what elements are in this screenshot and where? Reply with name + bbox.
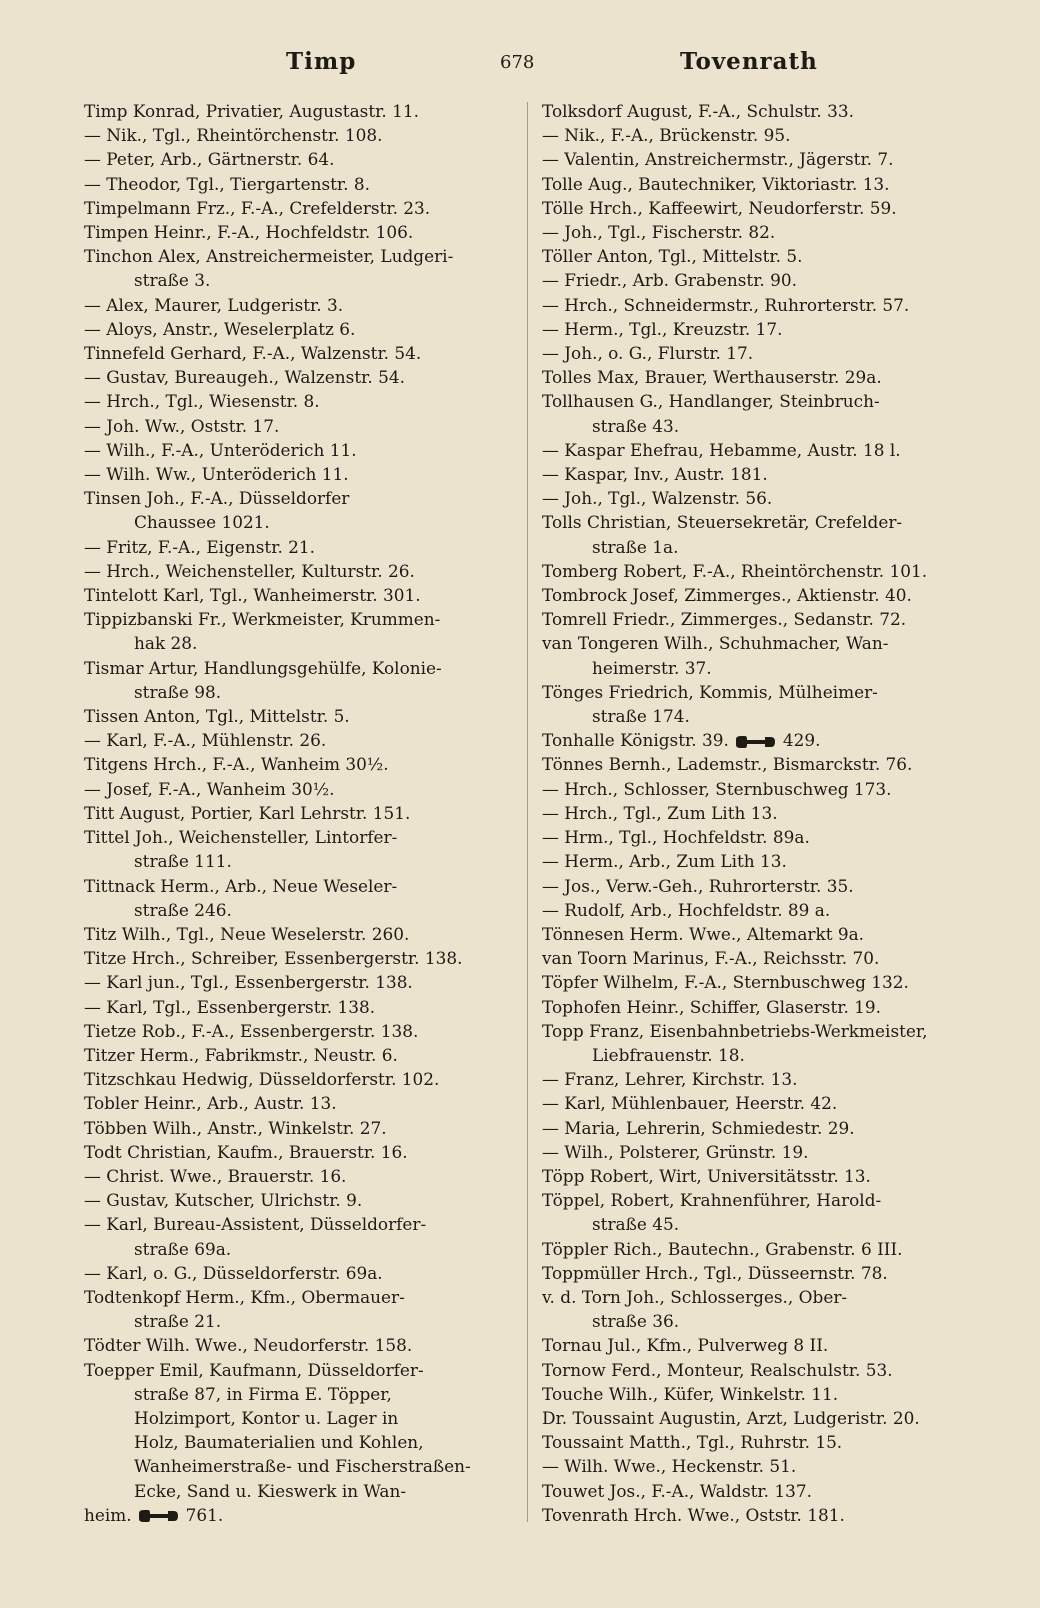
directory-entry <box>542 559 1007 583</box>
entry-line: — Joh., Tgl., Fischerstr. 82. <box>542 222 776 243</box>
entry-line: Toepper Emil, Kaufmann, Düsseldorfer- <box>84 1359 424 1380</box>
right-column <box>542 99 1007 1527</box>
entry-continuation: Ecke, Sand u. Kieswerk in Wan- <box>134 1480 407 1501</box>
entry-line: — Hrch., Weichensteller, Kulturstr. 26. <box>84 560 415 581</box>
entry-line: Dr. Toussaint Augustin, Arzt, Ludgeristr. 20. <box>542 1407 920 1428</box>
entry-text: Tonhalle Königstr. 39. <box>542 730 729 751</box>
entry-line: Tolksdorf August, F.-A., Schulstr. 33. <box>542 101 854 121</box>
entry-line: Tolles Max, Brauer, Werthauserstr. 29a. <box>542 367 882 388</box>
directory-entry <box>542 1019 1007 1067</box>
directory-entry <box>542 1358 1007 1382</box>
directory-entry <box>84 196 524 220</box>
directory-entry <box>84 172 524 196</box>
directory-entry <box>542 849 1007 873</box>
entry-continuation: Holzimport, Kontor u. Lager in <box>134 1407 399 1428</box>
directory-entry <box>542 220 1007 244</box>
directory-entry <box>84 486 524 534</box>
entry-line: Tolle Aug., Bautechniker, Viktoriastr. 13. <box>542 173 890 194</box>
directory-entry <box>542 196 1007 220</box>
directory-entry <box>84 970 524 994</box>
directory-entry <box>84 462 524 486</box>
page-number: 678 <box>500 52 535 73</box>
entry-line: — Joh. Ww., Oststr. 17. <box>84 415 280 436</box>
directory-entry <box>84 123 524 147</box>
entry-line: Tornau Jul., Kfm., Pulverweg 8 II. <box>542 1335 829 1356</box>
directory-entry <box>84 728 524 752</box>
directory-entry <box>84 1261 524 1285</box>
directory-entry <box>84 1091 524 1115</box>
entry-line: Tittel Joh., Weichensteller, Lintorfer- <box>84 827 398 848</box>
entry-line: Topp Franz, Eisenbahnbetriebs-Werkmeister, <box>542 1020 928 1041</box>
directory-entry <box>84 293 524 317</box>
directory-entry <box>542 389 1007 437</box>
directory-entry <box>542 1333 1007 1357</box>
directory-entry <box>542 995 1007 1019</box>
directory-entry <box>84 559 524 583</box>
entry-line: — Joh., Tgl., Walzenstr. 56. <box>542 488 773 509</box>
entry-line: van Tongeren Wilh., Schuhmacher, Wan- <box>542 633 889 654</box>
entry-line: v. d. Torn Joh., Schlosserges., Ober- <box>542 1286 848 1307</box>
directory-entry <box>84 389 524 413</box>
entry-line: Todtenkopf Herm., Kfm., Obermauer- <box>84 1286 405 1307</box>
entry-line: — Karl, F.-A., Mühlenstr. 26. <box>84 730 327 751</box>
directory-entry <box>84 922 524 946</box>
entry-line: — Franz, Lehrer, Kirchstr. 13. <box>542 1069 798 1090</box>
entry-line: Töppel, Robert, Krahnenführer, Harold- <box>542 1190 882 1211</box>
entry-line: Timpelmann Frz., F.-A., Crefelderstr. 23. <box>84 197 431 218</box>
entry-line: — Hrm., Tgl., Hochfeldstr. 89a. <box>542 827 810 848</box>
entry-line: Tombrock Josef, Zimmerges., Aktienstr. 40. <box>542 585 912 606</box>
running-head-left: Timp <box>286 48 357 75</box>
directory-entry <box>542 801 1007 825</box>
directory-entry <box>542 1116 1007 1140</box>
directory-entry <box>542 1261 1007 1285</box>
directory-entry <box>84 317 524 341</box>
directory-entry <box>84 704 524 728</box>
entry-line: Tollhausen G., Handlanger, Steinbruch- <box>542 391 880 412</box>
entry-line: Timpen Heinr., F.-A., Hochfeldstr. 106. <box>84 222 414 243</box>
entry-line: — Wilh., Polsterer, Grünstr. 19. <box>542 1141 809 1162</box>
directory-entry <box>84 365 524 389</box>
entry-line: Töpp Robert, Wirt, Universitätsstr. 13. <box>542 1165 871 1186</box>
entry-line: — Fritz, F.-A., Eigenstr. 21. <box>84 536 316 557</box>
entry-continuation: straße 98. <box>134 681 222 702</box>
entry-line: — Kaspar Ehefrau, Hebamme, Austr. 18 l. <box>542 439 901 460</box>
entry-line: — Hrch., Tgl., Wiesenstr. 8. <box>84 391 320 412</box>
directory-entry <box>84 1188 524 1212</box>
directory-entry <box>84 438 524 462</box>
directory-entry <box>84 535 524 559</box>
entry-line: — Peter, Arb., Gärtnerstr. 64. <box>84 149 335 170</box>
directory-entry <box>542 365 1007 389</box>
directory-entry <box>84 1164 524 1188</box>
entry-line: — Nik., Tgl., Rheintörchenstr. 108. <box>84 125 383 146</box>
entry-line: Tophofen Heinr., Schiffer, Glaserstr. 19. <box>542 996 882 1017</box>
entry-line: Toppmüller Hrch., Tgl., Düsseernstr. 78. <box>542 1262 888 1283</box>
entry-line: — Karl, Mühlenbauer, Heerstr. 42. <box>542 1093 838 1114</box>
directory-entry <box>542 1430 1007 1454</box>
telephone-icon <box>138 1509 180 1523</box>
entry-continuation: straße 111. <box>134 851 232 872</box>
directory-entry <box>84 777 524 801</box>
directory-entry <box>542 1479 1007 1503</box>
entry-line: — Gustav, Kutscher, Ulrichstr. 9. <box>84 1190 363 1211</box>
entry-continuation: straße 87, in Firma E. Töpper, <box>134 1383 392 1404</box>
directory-entry <box>542 1454 1007 1478</box>
entry-line: Tinsen Joh., F.-A., Düsseldorfer <box>84 488 350 509</box>
directory-entry <box>542 752 1007 776</box>
directory-entry <box>542 1188 1007 1236</box>
entry-line: Tinnefeld Gerhard, F.-A., Walzenstr. 54. <box>84 343 422 364</box>
directory-entry <box>84 1285 524 1333</box>
entry-continuation: straße 21. <box>134 1311 222 1332</box>
directory-entry <box>542 1237 1007 1261</box>
page-header <box>0 46 1040 86</box>
entry-line: Tönnes Bernh., Lademstr., Bismarckstr. 76. <box>542 754 913 775</box>
entry-line: Tomrell Friedr., Zimmerges., Sedanstr. 72. <box>542 609 907 630</box>
entry-line: Tinchon Alex, Anstreichermeister, Ludgeri- <box>84 246 454 267</box>
entry-line: Tippizbanski Fr., Werkmeister, Krummen- <box>84 609 441 630</box>
entry-line: Titzer Herm., Fabrikmstr., Neustr. 6. <box>84 1044 398 1065</box>
directory-entry <box>542 462 1007 486</box>
entry-line: — Wilh. Ww., Unteröderich 11. <box>84 464 349 485</box>
entry-line: Tobler Heinr., Arb., Austr. 13. <box>84 1093 337 1114</box>
entry-line: Tissen Anton, Tgl., Mittelstr. 5. <box>84 706 350 727</box>
directory-entry <box>542 99 1007 123</box>
directory-entry <box>542 874 1007 898</box>
entry-continuation: straße 246. <box>134 899 232 920</box>
entry-line: Tismar Artur, Handlungsgehülfe, Kolonie- <box>84 657 442 678</box>
directory-entry <box>84 874 524 922</box>
entry-line: Tietze Rob., F.-A., Essenbergerstr. 138. <box>84 1020 419 1041</box>
entry-line: Tovenrath Hrch. Wwe., Oststr. 181. <box>542 1504 845 1525</box>
directory-entry <box>542 898 1007 922</box>
directory-entry <box>542 1285 1007 1333</box>
entry-line: — Herm., Tgl., Kreuzstr. 17. <box>542 318 783 339</box>
entry-line: — Karl, Bureau-Assistent, Düsseldorfer- <box>84 1214 427 1235</box>
directory-entry <box>84 1043 524 1067</box>
telephone-number: 429. <box>782 730 821 751</box>
entry-line: Tödter Wilh. Wwe., Neudorferstr. 158. <box>84 1335 413 1356</box>
directory-entry <box>542 268 1007 292</box>
directory-entry <box>84 801 524 825</box>
directory-entry <box>84 583 524 607</box>
directory-entry <box>84 99 524 123</box>
entry-line: Toussaint Matth., Tgl., Ruhrstr. 15. <box>542 1432 843 1453</box>
entry-line: Todt Christian, Kaufm., Brauerstr. 16. <box>84 1141 408 1162</box>
directory-entry <box>84 995 524 1019</box>
entry-line: Töller Anton, Tgl., Mittelstr. 5. <box>542 246 803 267</box>
directory-entry <box>542 631 1007 679</box>
entry-line: — Wilh., F.-A., Unteröderich 11. <box>84 439 357 460</box>
entry-line: — Jos., Verw.-Geh., Ruhrorterstr. 35. <box>542 875 854 896</box>
entry-continuation: hak 28. <box>134 633 198 654</box>
entry-continuation: straße 45. <box>592 1214 680 1235</box>
entry-line: Titt August, Portier, Karl Lehrstr. 151. <box>84 802 411 823</box>
entry-line: — Theodor, Tgl., Tiergartenstr. 8. <box>84 173 370 194</box>
column-divider <box>527 102 528 1522</box>
entry-line: — Hrch., Schneidermstr., Ruhrorterstr. 57. <box>542 294 910 315</box>
entry-line: — Karl jun., Tgl., Essenbergerstr. 138. <box>84 972 413 993</box>
entry-line: — Kaspar, Inv., Austr. 181. <box>542 464 768 485</box>
directory-entry <box>542 946 1007 970</box>
directory-entry <box>542 123 1007 147</box>
directory-entry <box>542 510 1007 558</box>
entry-line: van Toorn Marinus, F.-A., Reichsstr. 70. <box>542 948 880 969</box>
entry-line: — Josef, F.-A., Wanheim 30½. <box>84 778 335 799</box>
left-column <box>84 99 524 1527</box>
entry-continuation: Holz, Baumaterialien und Kohlen, <box>134 1432 424 1453</box>
directory-entry <box>542 680 1007 728</box>
directory-entry <box>84 1116 524 1140</box>
entry-line: — Valentin, Anstreichermstr., Jägerstr. 7. <box>542 149 894 170</box>
directory-entry <box>542 607 1007 631</box>
entry-continuation: straße 1a. <box>592 536 679 557</box>
entry-continuation: straße 69a. <box>134 1238 232 1259</box>
directory-entry <box>542 244 1007 268</box>
entry-line: — Gustav, Bureaugeh., Walzenstr. 54. <box>84 367 405 388</box>
directory-entry <box>84 1212 524 1260</box>
entry-line: Tintelott Karl, Tgl., Wanheimerstr. 301. <box>84 585 421 606</box>
directory-entry <box>542 438 1007 462</box>
directory-entry <box>542 1091 1007 1115</box>
directory-entry <box>542 583 1007 607</box>
entry-line: Töppler Rich., Bautechn., Grabenstr. 6 III. <box>542 1238 903 1259</box>
entry-line: — Hrch., Schlosser, Sternbuschweg 173. <box>542 778 892 799</box>
entry-line: Tomberg Robert, F.-A., Rheintörchenstr. 101. <box>542 560 928 581</box>
directory-entry <box>542 825 1007 849</box>
entry-line: Tölle Hrch., Kaffeewirt, Neudorferstr. 59. <box>542 197 897 218</box>
directory-entry <box>84 607 524 655</box>
directory-entry <box>84 1358 524 1503</box>
directory-entry <box>542 728 1007 752</box>
entry-line: Tolls Christian, Steuersekretär, Crefelder- <box>542 512 903 533</box>
entry-line: Titze Hrch., Schreiber, Essenbergerstr. 138. <box>84 948 463 969</box>
directory-entry <box>542 147 1007 171</box>
directory-entry <box>84 752 524 776</box>
entry-line: — Karl, Tgl., Essenbergerstr. 138. <box>84 996 376 1017</box>
directory-entry <box>542 777 1007 801</box>
directory-entry <box>84 341 524 365</box>
entry-continuation: Liebfrauenstr. 18. <box>592 1044 745 1065</box>
entry-line: — Aloys, Anstr., Weselerplatz 6. <box>84 318 356 339</box>
entry-line: Touche Wilh., Küfer, Winkelstr. 11. <box>542 1383 839 1404</box>
entry-continuation: straße 174. <box>592 706 690 727</box>
entry-line: Tittnack Herm., Arb., Neue Weseler- <box>84 875 398 896</box>
telephone-icon <box>735 735 777 749</box>
entry-line: — Joh., o. G., Flurstr. 17. <box>542 343 754 364</box>
directory-entry <box>84 1503 524 1527</box>
entry-line: — Wilh. Wwe., Heckenstr. 51. <box>542 1456 797 1477</box>
telephone-number: 761. <box>185 1504 224 1525</box>
entry-line: Titz Wilh., Tgl., Neue Weselerstr. 260. <box>84 923 410 944</box>
entry-line: — Friedr., Arb. Grabenstr. 90. <box>542 270 798 291</box>
entry-line: — Herm., Arb., Zum Lith 13. <box>542 851 787 872</box>
directory-entry <box>542 341 1007 365</box>
entry-line: Tönnesen Herm. Wwe., Altemarkt 9a. <box>542 923 865 944</box>
entry-line: Touwet Jos., F.-A., Waldstr. 137. <box>542 1480 812 1501</box>
entry-line: — Karl, o. G., Düsseldorferstr. 69a. <box>84 1262 383 1283</box>
entry-line: Töpfer Wilhelm, F.-A., Sternbuschweg 132. <box>542 972 909 993</box>
entry-line: Titgens Hrch., F.-A., Wanheim 30½. <box>84 754 389 775</box>
entry-line: — Christ. Wwe., Brauerstr. 16. <box>84 1165 347 1186</box>
directory-entry <box>542 970 1007 994</box>
directory-entry <box>542 1382 1007 1406</box>
entry-continuation: Wanheimerstraße- und Fischerstraßen- <box>134 1456 471 1477</box>
directory-entry <box>84 1019 524 1043</box>
entry-line: Tornow Ferd., Monteur, Realschulstr. 53. <box>542 1359 893 1380</box>
directory-entry <box>542 1067 1007 1091</box>
entry-line: — Alex, Maurer, Ludgeristr. 3. <box>84 294 344 315</box>
entry-line: — Maria, Lehrerin, Schmiedestr. 29. <box>542 1117 855 1138</box>
directory-entry <box>84 220 524 244</box>
directory-entry <box>542 1503 1007 1527</box>
directory-entry <box>84 1333 524 1357</box>
directory-entry <box>542 172 1007 196</box>
running-head-right: Tovenrath <box>680 48 818 75</box>
entry-text: heim. <box>84 1504 132 1525</box>
entry-line: Tönges Friedrich, Kommis, Mülheimer- <box>542 681 878 702</box>
directory-entry <box>542 293 1007 317</box>
entry-line: — Nik., F.-A., Brückenstr. 95. <box>542 125 791 146</box>
directory-entry <box>84 414 524 438</box>
entry-line: — Rudolf, Arb., Hochfeldstr. 89 a. <box>542 899 831 920</box>
entry-line: Timp Konrad, Privatier, Augustastr. 11. <box>84 101 419 121</box>
directory-entry <box>542 1140 1007 1164</box>
entry-line: — Hrch., Tgl., Zum Lith 13. <box>542 802 778 823</box>
directory-entry <box>84 147 524 171</box>
entry-continuation: straße 43. <box>592 415 680 436</box>
directory-entry <box>84 1067 524 1091</box>
entry-line: Titzschkau Hedwig, Düsseldorferstr. 102. <box>84 1069 440 1090</box>
entry-continuation: heimerstr. 37. <box>592 657 712 678</box>
directory-entry <box>542 1164 1007 1188</box>
directory-entry <box>84 656 524 704</box>
directory-entry <box>542 317 1007 341</box>
entry-continuation: straße 36. <box>592 1311 680 1332</box>
directory-entry <box>84 244 524 292</box>
directory-entry <box>84 1140 524 1164</box>
directory-entry <box>84 825 524 873</box>
entry-line <box>542 728 1007 752</box>
entry-continuation: Chaussee 1021. <box>134 512 270 533</box>
directory-entry <box>84 946 524 970</box>
entry-line: Többen Wilh., Anstr., Winkelstr. 27. <box>84 1117 387 1138</box>
entry-line <box>84 1503 524 1527</box>
directory-entry <box>542 922 1007 946</box>
directory-entry <box>542 1406 1007 1430</box>
entry-continuation: straße 3. <box>134 270 211 291</box>
directory-entry <box>542 486 1007 510</box>
